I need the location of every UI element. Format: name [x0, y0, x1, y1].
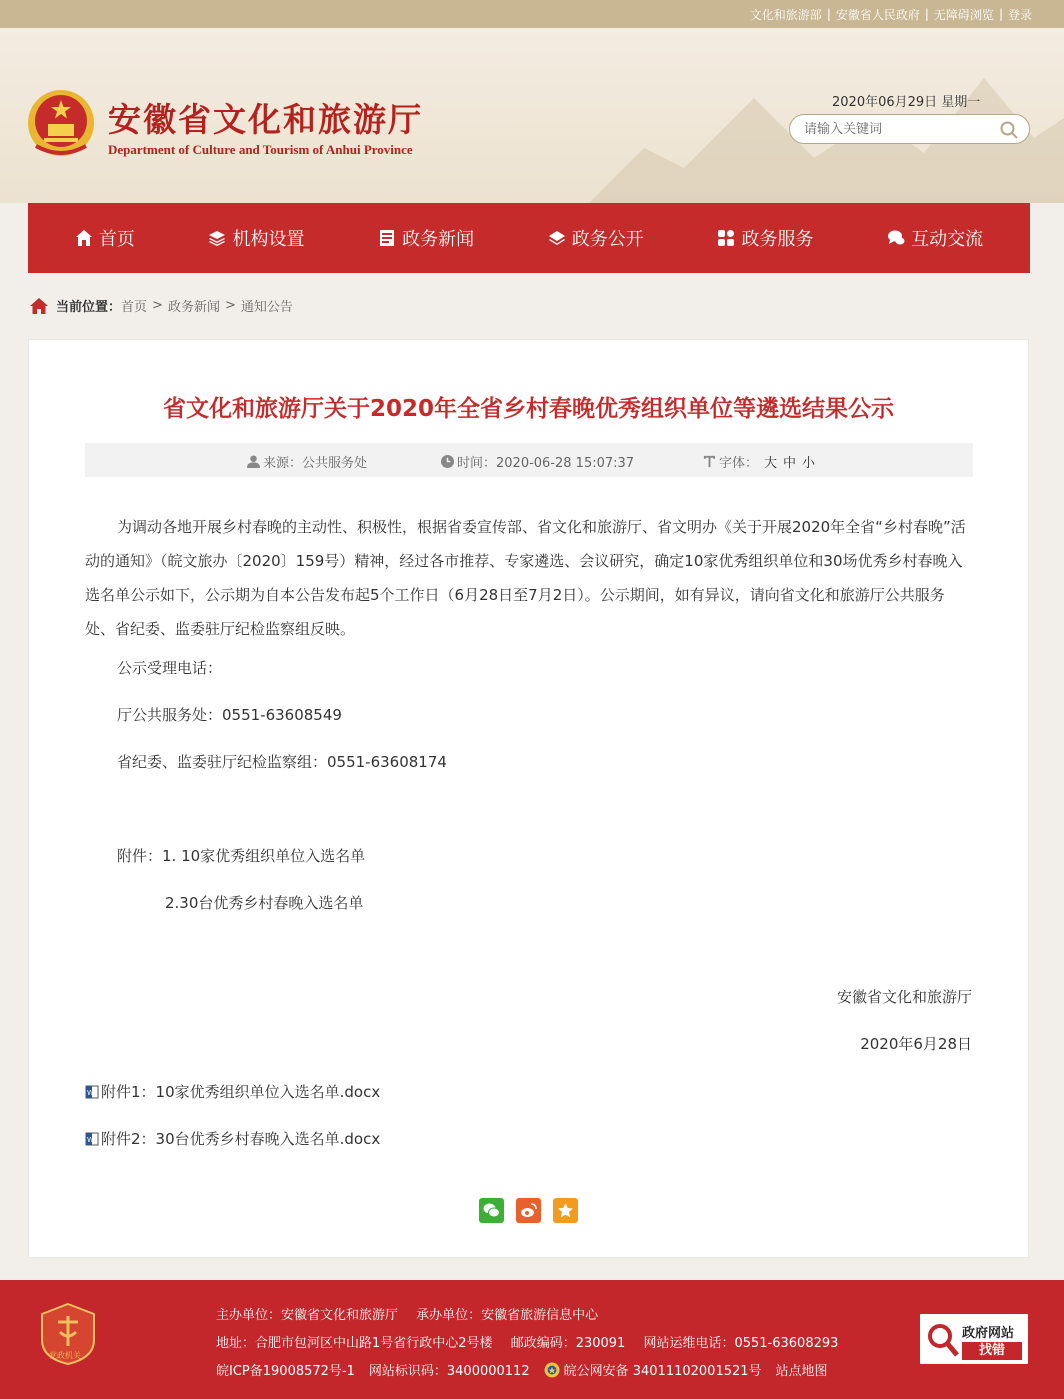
nav-label: 政务公开	[571, 229, 644, 250]
share-weibo-button[interactable]	[516, 1198, 541, 1223]
footer-line-3	[216, 1360, 842, 1379]
site-footer	[0, 1280, 1064, 1399]
error-report-line2: 找错	[962, 1342, 1022, 1360]
word-doc-icon	[85, 1132, 99, 1146]
national-emblem-icon	[26, 88, 96, 158]
site-title[interactable]: 安徽省文化和旅游厅	[108, 100, 423, 139]
link-ministry[interactable]: 文化和旅游部	[749, 7, 822, 22]
footer-postcode: 邮政编码：230091	[510, 1336, 626, 1351]
main-nav	[28, 203, 1030, 273]
breadcrumb-label: 当前位置：	[56, 300, 122, 315]
current-date: 2020年06月29日 星期一	[832, 95, 981, 110]
phone-service-dept: 厅公共服务处：0551-63608549	[117, 706, 342, 724]
nav-label: 政务新闻	[402, 229, 475, 250]
chat-icon	[887, 229, 905, 247]
nav-label: 政务服务	[741, 229, 814, 250]
word-doc-icon	[85, 1085, 99, 1099]
article-body	[85, 510, 973, 646]
top-link-bar	[0, 0, 1064, 28]
search-input[interactable]	[804, 122, 994, 137]
grid-icon	[717, 229, 735, 247]
phone-label: 公示受理电话：	[117, 659, 223, 677]
link-province-gov[interactable]: 安徽省人民政府	[835, 7, 920, 22]
footer-host: 主办单位：安徽省文化和旅游厅	[216, 1308, 399, 1323]
article-source	[247, 452, 367, 471]
site-title-english: Department of Culture and Tourism of Anhui Province	[108, 142, 413, 157]
gov-site-error-report-button[interactable]	[918, 1312, 1030, 1366]
breadcrumb-separator: >	[152, 298, 163, 313]
footer-site-id: 网站标识码：3400000112	[368, 1364, 530, 1379]
home-icon	[75, 229, 93, 247]
breadcrumb-news[interactable]: 政务新闻	[167, 300, 220, 315]
font-size-medium[interactable]: 中	[783, 456, 797, 471]
police-badge-icon	[544, 1362, 560, 1378]
time-text: 时间：2020-06-28 15:07:37	[457, 456, 635, 471]
magnifier-icon	[926, 1322, 960, 1358]
search-box	[789, 114, 1030, 144]
breadcrumb-separator: >	[224, 298, 236, 313]
signer: 安徽省文化和旅游厅	[836, 988, 972, 1006]
search-icon[interactable]	[999, 120, 1019, 140]
site-header	[0, 28, 1064, 203]
nav-affairs-public[interactable]	[548, 225, 644, 251]
footer-operator: 承办单位：安徽省旅游信息中心	[416, 1308, 599, 1323]
svg-text:W: W	[87, 1088, 94, 1097]
share-wechat-button[interactable]	[479, 1198, 504, 1223]
separator: |	[826, 7, 831, 21]
annex-item-2: 2.30台优秀乡村春晚入选名单	[165, 894, 364, 912]
footer-line-1	[216, 1304, 612, 1323]
breadcrumb-notices[interactable]: 通知公告	[240, 300, 293, 315]
footer-police-link[interactable]: 皖公网安备 34011102001521号	[563, 1364, 762, 1379]
star-icon	[557, 1202, 574, 1219]
phone-discipline-dept: 省纪委、监委驻厅纪检监察组：0551-63608174	[117, 753, 447, 771]
article-meta	[85, 443, 973, 477]
article-card	[28, 339, 1029, 1258]
error-report-line1: 政府网站	[962, 1326, 1015, 1341]
nav-services[interactable]	[717, 225, 813, 251]
wechat-icon	[483, 1202, 500, 1219]
footer-sitemap-link[interactable]: 站点地图	[775, 1364, 828, 1379]
footer-line-2	[216, 1332, 852, 1351]
weibo-icon	[520, 1202, 537, 1219]
badge-text: 党政机关	[49, 1351, 81, 1360]
attachment-name: 附件2：30台优秀乡村春晚入选名单.docx	[101, 1130, 381, 1148]
separator: |	[998, 7, 1003, 21]
nav-news[interactable]	[378, 225, 474, 251]
font-size-switcher	[703, 452, 815, 471]
document-icon	[378, 229, 396, 247]
annex-item-1: 附件：1. 10家优秀组织单位入选名单	[117, 847, 366, 865]
font-icon	[703, 455, 716, 468]
clock-icon	[441, 455, 454, 468]
stack-icon	[548, 229, 566, 247]
link-accessibility[interactable]: 无障碍浏览	[933, 7, 994, 22]
user-icon	[247, 455, 260, 468]
footer-address: 地址：合肥市包河区中山路1号省行政中心2号楼	[216, 1336, 493, 1351]
breadcrumb-home[interactable]: 首页	[121, 300, 148, 315]
svg-text:W: W	[87, 1135, 94, 1144]
favorite-button[interactable]	[553, 1198, 578, 1223]
article-paragraph: 为调动各地开展乡村春晚的主动性、积极性，根据省委宣传部、省文化和旅游厅、省文明办《关于开展2020年全省“乡村春晚”活动的通知》（皖文旅办〔2020〕159号）精神，经过各市推荐、专家遴选、会议研究，确定10家优秀组织单位和30场优秀乡村春晚入选名单公示如下，公示期为自本公告发布起5个工作日（6月28日至7月2日）。公示期间，如有异议，请向省文化和旅游厅公共服务处、省纪委、监委驻厅纪检监察组反映。	[85, 518, 966, 638]
sign-date: 2020年6月28日	[860, 1035, 972, 1053]
home-icon	[30, 298, 48, 314]
font-label: 字体：	[719, 456, 759, 471]
attachment-link-1[interactable]	[85, 1081, 380, 1102]
separator: |	[924, 7, 929, 21]
font-size-small[interactable]: 小	[802, 456, 816, 471]
layers-icon	[208, 229, 226, 247]
article-time	[441, 452, 634, 471]
attachment-name: 附件1：10家优秀组织单位入选名单.docx	[101, 1083, 381, 1101]
nav-label: 机构设置	[232, 229, 305, 250]
footer-icp-link[interactable]: 皖ICP备19008572号-1	[216, 1364, 355, 1379]
nav-home[interactable]	[75, 225, 135, 251]
font-size-large[interactable]: 大	[764, 456, 778, 471]
article-title: 省文化和旅游厅关于2020年全省乡村春晚优秀组织单位等遴选结果公示	[162, 396, 894, 422]
nav-label: 互动交流	[911, 229, 984, 250]
breadcrumb	[30, 296, 293, 315]
nav-organization[interactable]	[208, 225, 304, 251]
nav-label: 首页	[98, 229, 135, 250]
nav-interaction[interactable]	[887, 225, 983, 251]
party-gov-badge-icon[interactable]	[40, 1302, 96, 1366]
link-login[interactable]: 登录	[1007, 7, 1032, 22]
footer-phone: 网站运维电话：0551-63608293	[643, 1336, 839, 1351]
source-text: 来源：公共服务处	[263, 456, 368, 471]
attachment-link-2[interactable]	[85, 1128, 380, 1149]
